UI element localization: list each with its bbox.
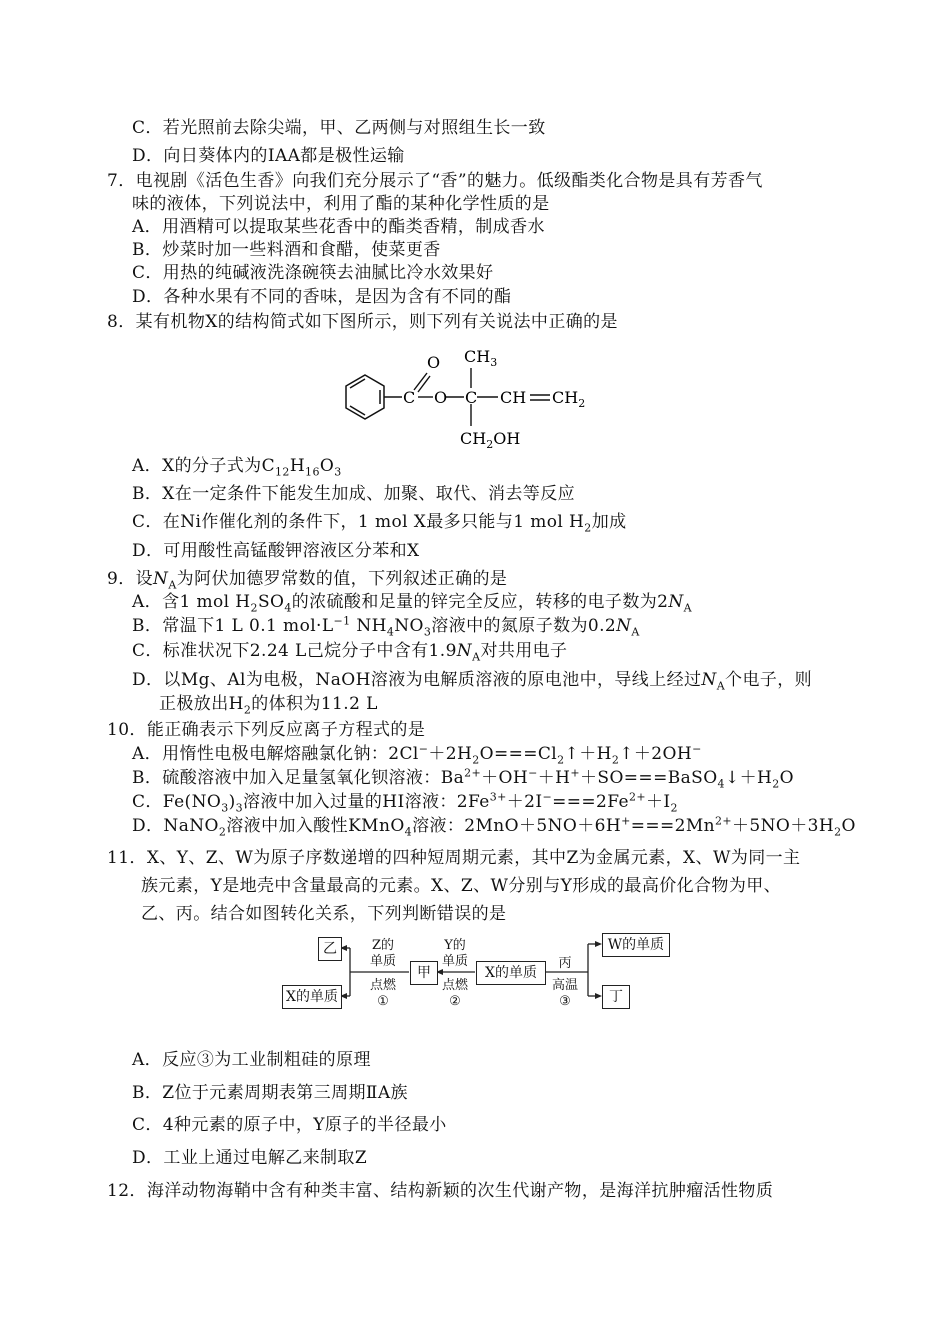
box-x-elemental-left: X的单质	[282, 985, 342, 1009]
q8-stem: 8．某有机物X的结构简式如下图所示，则下列有关说法中正确的是	[107, 312, 618, 332]
hydroxymethyl-group: $CH_2OH$	[460, 429, 521, 451]
box-ding: 丁	[602, 985, 630, 1009]
q6-option-c: C．若光照前去除尖端，甲、乙两侧与对照组生长一致	[132, 118, 546, 138]
q7-option-d: D．各种水果有不同的香味，是因为含有不同的酯	[132, 287, 512, 307]
reaction1-condition: 点燃 ①	[369, 978, 396, 1009]
q8-structure-formula	[330, 340, 610, 460]
q10-option-b: B．硫酸溶液中加入足量氢氧化钡溶液：$Ba^{2+}+OH^-+H^++SO===BaSO_4↓+H_2O$	[132, 766, 794, 791]
q9-option-b: B．常温下1 L 0.1 $mol\cdot L^{-1}$ $NH_4NO_3$溶液中的氮原子数为$0.2N_A$	[132, 614, 640, 639]
quaternary-carbon: C	[465, 388, 478, 407]
q6-option-d: D．向日葵体内的IAA都是极性运输	[132, 146, 405, 166]
vinyl-ch: CH	[500, 388, 527, 407]
q11-option-c: C．4种元素的原子中，Y原子的半径最小	[132, 1115, 447, 1135]
box-jia: 甲	[410, 961, 438, 985]
reaction3-condition: 高温 ③	[551, 978, 578, 1009]
box-w-elemental: W的单质	[602, 933, 670, 957]
methyl-group: $CH_3$	[464, 347, 498, 369]
q8-option-a: A．X的分子式为$C_{12}H_{16}O_3$	[132, 456, 342, 479]
benzene-ring	[346, 375, 384, 419]
box-x-elemental-mid: X的单质	[476, 961, 546, 985]
q9-option-d-line2: 正极放出$H_2$的体积为11.2 L	[159, 694, 378, 717]
q7-option-c: C．用热的纯碱液洗涤碗筷去油腻比冷水效果好	[132, 263, 494, 283]
q8-option-c: C．在Ni作催化剂的条件下，1 mol X最多只能与1 mol $H_2$加成	[132, 512, 627, 535]
reaction2-reagent: Y的 单质	[441, 938, 468, 969]
q12-stem-line1: 12．海洋动物海鞘中含有种类丰富、结构新颖的次生代谢产物，是海洋抗肿瘤活性物质	[107, 1181, 774, 1201]
q9-option-c: C．标准状况下2.24 L己烷分子中含有$1.9N_A$对共用电子	[132, 641, 568, 664]
q11-stem-line2: 族元素，Y是地壳中含量最高的元素。X、Z、W分别与Y形成的最高价化合物为甲、	[141, 876, 782, 896]
q7-option-a: A．用酒精可以提取某些花香中的酯类香精，制成香水	[132, 217, 545, 237]
q10-option-a: A．用惰性电极电解熔融氯化钠：$2Cl^-+2H_2O===Cl_2↑+H_2↑+2OH^-$	[132, 742, 702, 767]
q8-option-b: B．X在一定条件下能发生加成、加聚、取代、消去等反应	[132, 484, 575, 504]
q7-stem-line2: 味的液体，下列说法中，利用了酯的某种化学性质的是	[132, 194, 550, 214]
q9-stem: 9．设$N_A$为阿伏加德罗常数的值，下列叙述正确的是	[107, 569, 508, 592]
q8-option-d: D．可用酸性高锰酸钾溶液区分苯和X	[132, 541, 420, 561]
q11-option-d: D．工业上通过电解乙来制取Z	[132, 1148, 368, 1168]
terminal-ch2: $CH_2$	[552, 388, 586, 410]
reaction1-reagent: Z的 单质	[369, 938, 396, 969]
ester-oxygen: O	[434, 388, 448, 407]
q7-option-b: B．炒菜时加一些料酒和食醋，使菜更香	[132, 240, 441, 260]
q9-option-a: A．含1 mol $H_2SO_4$的浓硫酸和足量的锌完全反应，转移的电子数为$2N_A$	[132, 592, 692, 615]
carbonyl-carbon: C	[403, 388, 416, 407]
q11-option-a: A．反应③为工业制粗硅的原理	[132, 1050, 371, 1070]
carbonyl-oxygen: O	[427, 353, 441, 372]
q11-conversion-diagram	[280, 930, 675, 1020]
box-yi: 乙	[318, 937, 342, 961]
q7-stem-line1: 7．电视剧《活色生香》向我们充分展示了“香”的魅力。低级酯类化合物是具有芳香气	[107, 171, 763, 191]
reaction2-condition: 点燃 ②	[441, 978, 468, 1009]
q11-stem-line1: 11．X、Y、Z、W为原子序数递增的四种短周期元素，其中Z为金属元素，X、W为同一主	[107, 848, 801, 868]
q11-stem-line3: 乙、丙。结合如图转化关系，下列判断错误的是	[141, 904, 507, 924]
q9-option-d-line1: D．以Mg、Al为电极，NaOH溶液为电解质溶液的原电池中，导线上经过$N_A$个电子，则	[132, 670, 813, 693]
q11-option-b: B．Z位于元素周期表第三周期ⅡA族	[132, 1083, 408, 1103]
reaction3-reagent: 丙	[558, 956, 572, 971]
q10-option-d: D．NaNO$_2$溶液中加入酸性KMnO$_4$溶液：$2MnO+5NO+6H^+===2Mn^{2+}+5NO+3H_2O$	[132, 814, 856, 839]
q10-option-c: C．$Fe(NO_3)_3$溶液中加入过量的HI溶液：$2Fe^{3+}+2I^-===2Fe^{2+}+I_2$	[132, 790, 678, 815]
q10-stem: 10．能正确表示下列反应离子方程式的是	[107, 720, 426, 740]
